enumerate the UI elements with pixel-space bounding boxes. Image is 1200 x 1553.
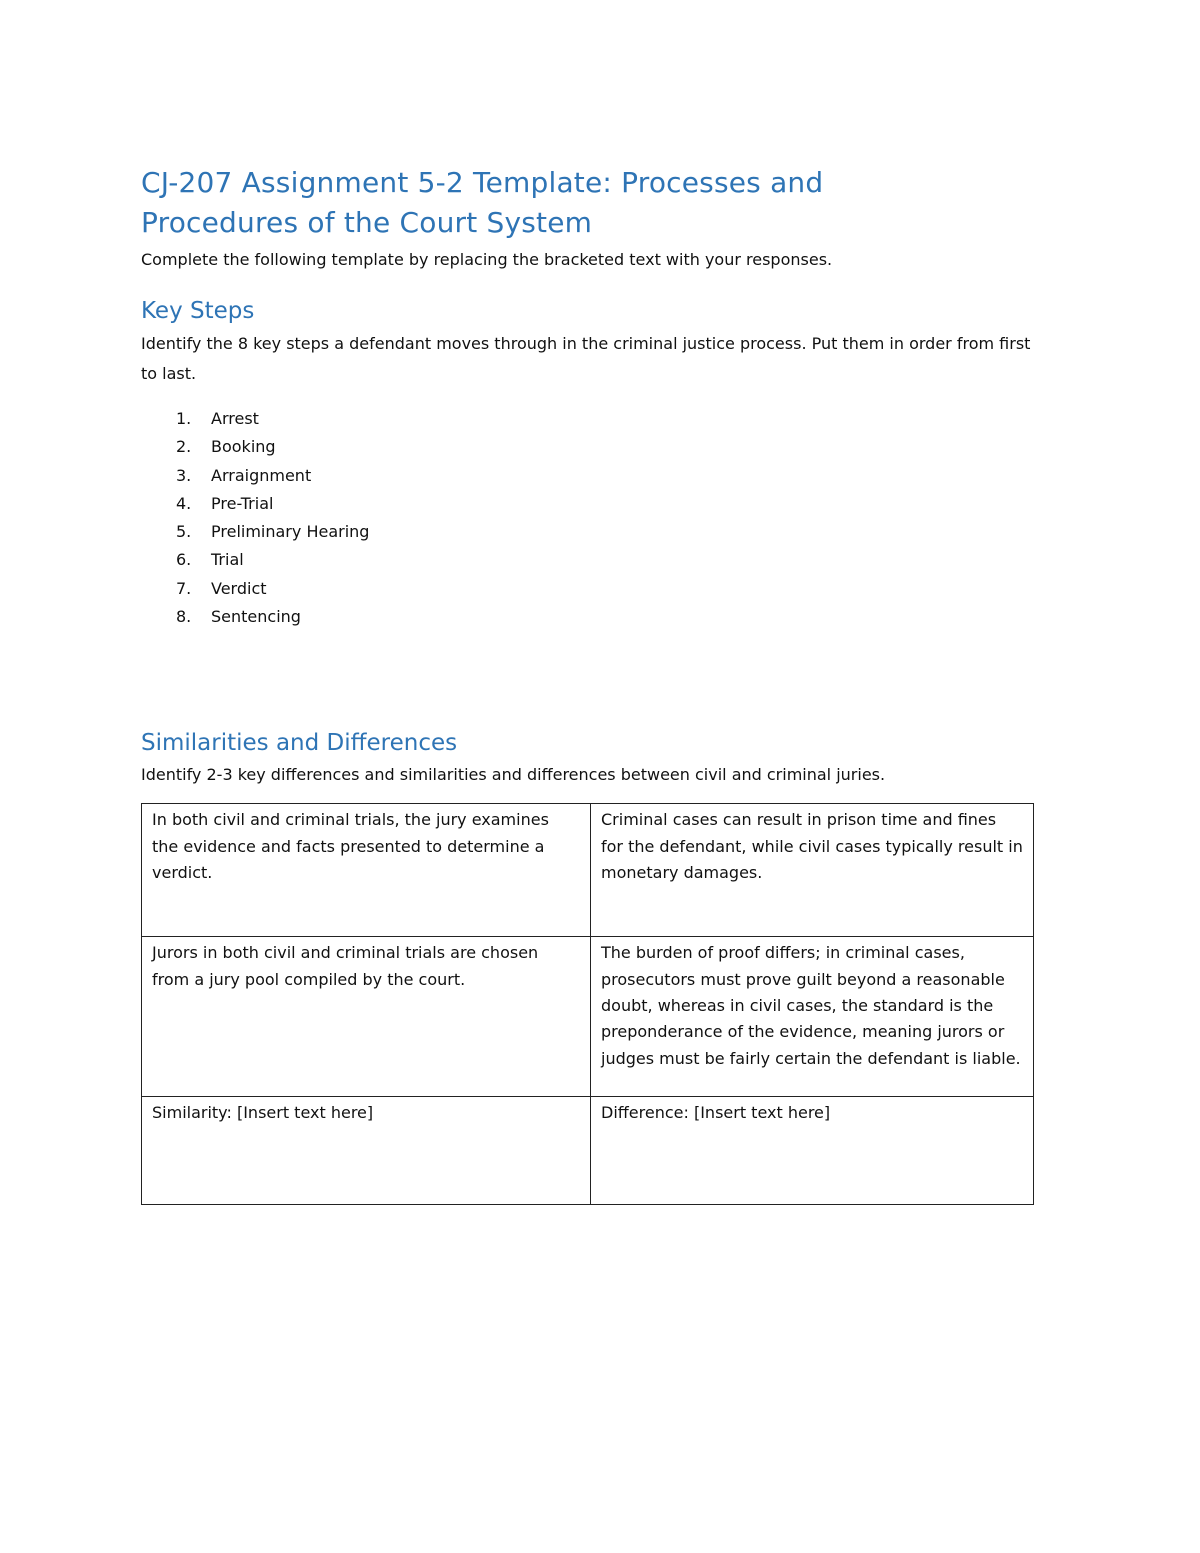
step-number: 5. — [176, 522, 192, 542]
step-label: Sentencing — [211, 607, 301, 627]
similarity-cell[interactable]: Similarity: [Insert text here] — [142, 1097, 591, 1205]
step-label: Pre-Trial — [211, 493, 274, 513]
step-number: 7. — [176, 578, 192, 598]
difference-cell[interactable]: The burden of proof differs; in criminal cases, prosecutors must prove guilt beyond a reasonable doubt, whereas in civil cases, the standard is the preponderance of the evidence, meaning jurors or judges must be fairly certain the defendant is liable. — [591, 937, 1034, 1097]
list-item — [141, 462, 1033, 490]
table-row — [142, 937, 1034, 1097]
list-item — [141, 575, 1033, 603]
list-item — [141, 546, 1033, 574]
list-item — [141, 405, 1033, 433]
key-steps-list — [141, 405, 1033, 631]
similarity-cell[interactable]: Jurors in both civil and criminal trials are chosen from a jury pool compiled by the court. — [142, 937, 591, 1097]
step-number: 1. — [176, 409, 192, 428]
difference-cell[interactable]: Criminal cases can result in prison time and fines for the defendant, while civil cases typically result in monetary damages. — [591, 804, 1034, 937]
similarities-heading: Similarities and Differences — [141, 730, 458, 757]
step-number: 6. — [176, 550, 192, 570]
list-item — [141, 603, 1033, 631]
similarities-prompt: Identify 2-3 key differences and similarities and differences between civil and criminal juries. — [141, 765, 886, 785]
instructions-text: Complete the following template by replacing the bracketed text with your responses. — [141, 250, 833, 269]
difference-cell[interactable]: Difference: [Insert text here] — [591, 1097, 1034, 1205]
similarity-cell[interactable]: In both civil and criminal trials, the jury examines the evidence and facts presented to determine a verdict. — [142, 804, 591, 937]
list-item — [141, 518, 1033, 546]
step-label: Booking — [211, 437, 276, 457]
step-label: Arrest — [211, 409, 259, 428]
key-steps-prompt: Identify the 8 key steps a defendant moves through in the criminal justice process. Put them in order from first to last. — [141, 334, 1031, 383]
step-label: Verdict — [211, 578, 267, 598]
key-steps-heading: Key Steps — [141, 298, 255, 324]
step-label: Trial — [211, 550, 244, 570]
title-line-2: Procedures of the Court System — [141, 206, 593, 239]
list-item — [141, 490, 1033, 518]
step-number: 3. — [176, 465, 192, 485]
step-number: 4. — [176, 493, 192, 513]
table-row — [142, 804, 1034, 937]
document-page — [141, 163, 1033, 1205]
table-row — [142, 1097, 1034, 1205]
step-label: Arraignment — [211, 465, 312, 485]
title-line-1: CJ-207 Assignment 5-2 Template: Processes and — [141, 166, 824, 199]
document-title — [141, 163, 1033, 243]
list-item — [141, 433, 1033, 461]
comparison-table — [141, 803, 1034, 1205]
step-number: 2. — [176, 437, 192, 457]
step-label: Preliminary Hearing — [211, 522, 370, 542]
step-number: 8. — [176, 607, 192, 627]
